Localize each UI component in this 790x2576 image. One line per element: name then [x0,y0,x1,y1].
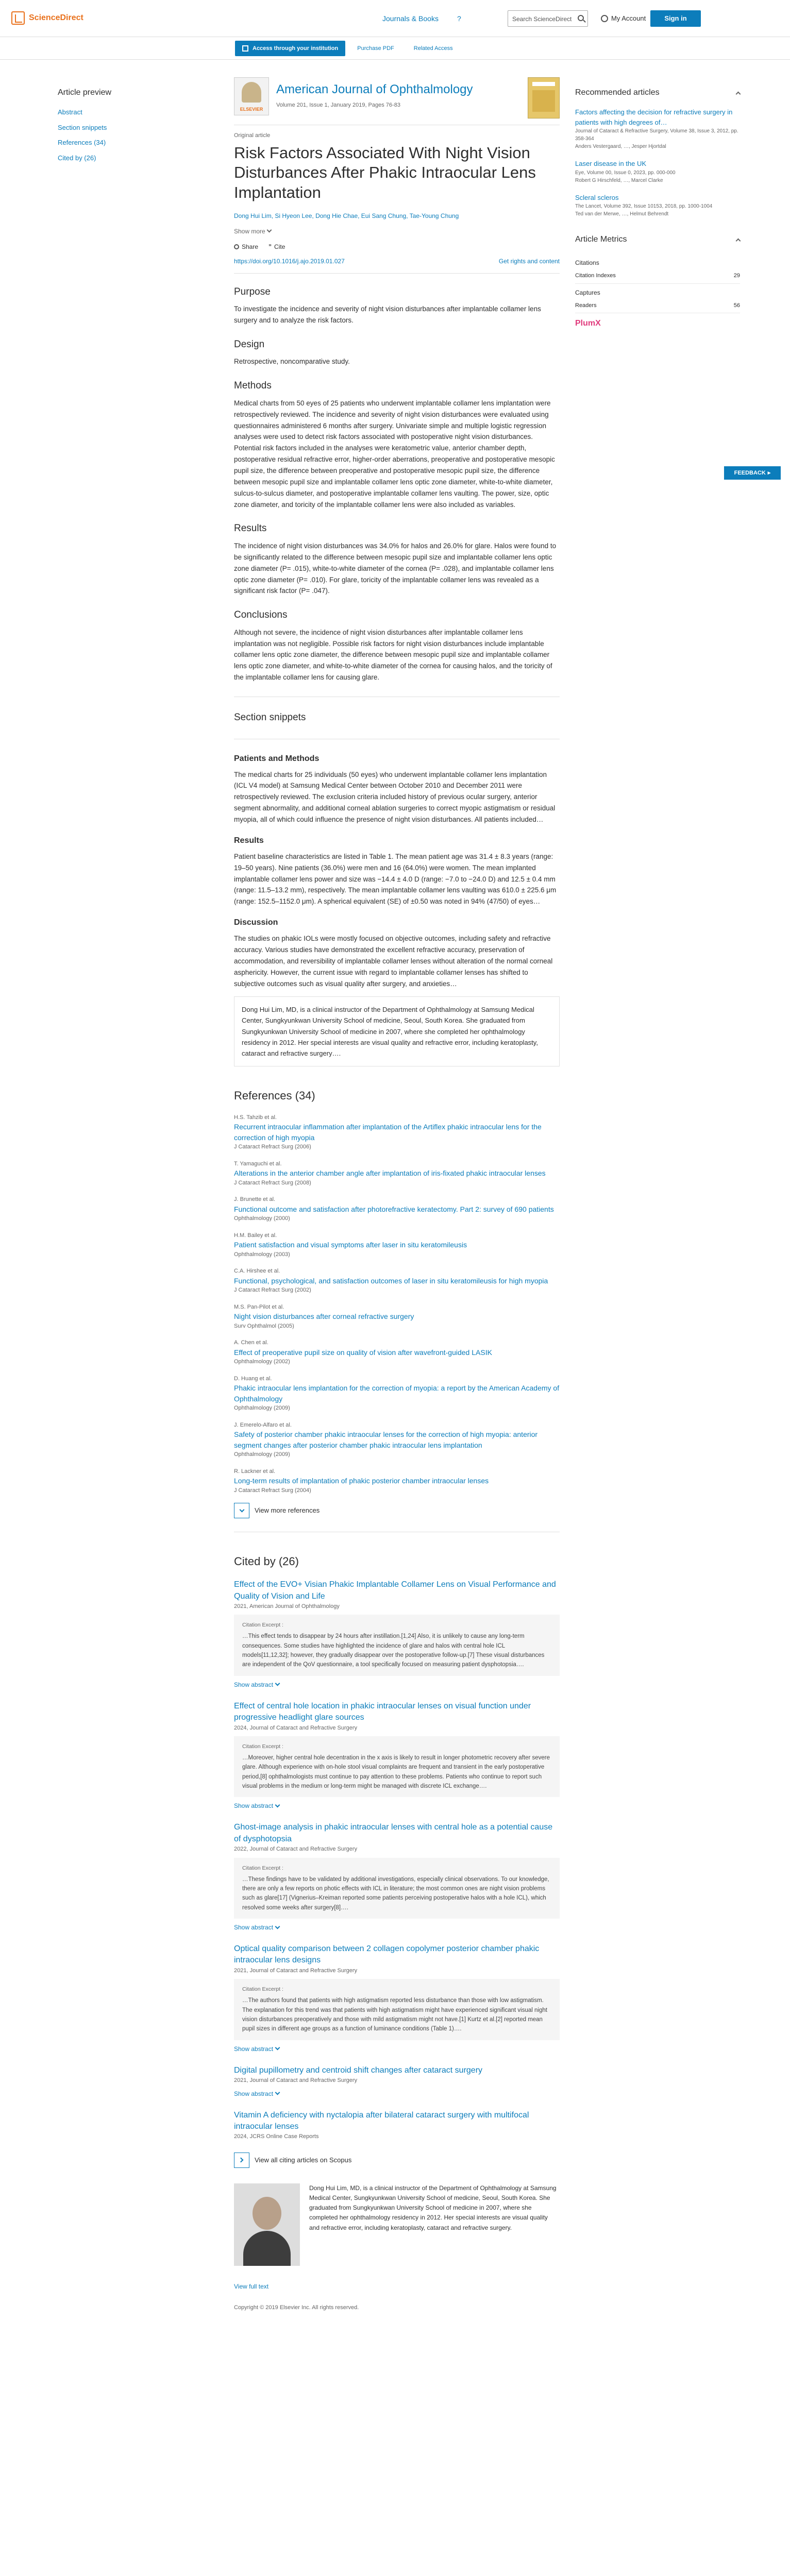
citation-excerpt [234,1979,560,2040]
recommended-header[interactable] [575,87,740,99]
purpose-text: To investigate the incidence and severity of night vision disturbances after implantable collamer lens surgery and to analyze the risk factors. [234,305,541,325]
my-account-label: My Account [611,14,646,22]
show-abstract-button[interactable] [234,2044,560,2054]
recommended-item [575,107,740,150]
expand-icon-box [234,1503,249,1518]
results-heading: Results [234,523,267,534]
show-abstract-label: Show abstract [234,1924,274,1931]
share-button[interactable] [234,242,258,251]
show-abstract-label: Show abstract [234,1681,274,1688]
recommended-authors: Ted van der Merwe, …, Helmut Behrendt [575,211,669,217]
view-all-citing-label: View all citing articles on Scopus [255,2156,352,2164]
excerpt-text: …The authors found that patients with high astigmatism reported less disturbance than those with low astigmatism. The explanation for this trend was that patients with high astigmatism might have experienced significant visual night vision disturbances preoperatively and those with mild astigmatism might not have.[1] Kurtz et al.[2] reported mean pupil sizes in different age groups as a function of luminance conditions (Table 1)…. [242,1997,547,2032]
metric-label: Citation Indexes [575,273,616,279]
reference-authors: H.S. Tahzib et al. [234,1114,277,1121]
cited-source: 2021, American Journal of Ophthalmology [234,1603,340,1609]
recommended-meta: Eye, Volume 00, Issue 0, 2023, pp. 000-000 [575,170,676,176]
chevron-down-icon [275,1802,280,1807]
cited-item [234,1579,560,1689]
reference-authors: J. Emerelo-Alfaro et al. [234,1421,292,1428]
access-institution-button[interactable] [235,41,345,56]
excerpt-label: Citation Excerpt : [242,1622,283,1629]
excerpt-label: Citation Excerpt : [242,1865,283,1871]
cited-item [234,2110,560,2141]
references-list [234,1113,560,1495]
doi-row [234,257,560,274]
design-text: Retrospective, noncomparative study. [234,358,350,366]
show-abstract-button[interactable] [234,2089,560,2098]
access-bar [0,37,790,60]
copyright-text: Copyright © 2019 Elsevier Inc. All rights reserved. [234,2304,359,2311]
cited-item [234,2065,560,2098]
search-input[interactable] [508,10,588,27]
sign-in-label: Sign in [664,14,687,23]
access-options [235,41,461,56]
cited-title[interactable]: Vitamin A deficiency with nyctalopia after bilateral cataract surgery with multifocal intraocular lenses [234,2110,529,2131]
excerpt-label: Citation Excerpt : [242,1743,283,1750]
sign-in-button[interactable] [650,10,701,27]
reference-title[interactable]: Functional, psychological, and satisfaction outcomes of laser in situ keratomileusis for high myopia [234,1276,548,1285]
snippet-results-text: Patient baseline characteristics are listed in Table 1. The mean patient age was 31.4 ± 8.3 years (range: 19–50 years). Nine patients (36.0%) were men and 16 (64.0%) were women. The mean implanted implantable collamer lens power and size was −14.4 ± 4.0 D (range: −7.0 to −24.0 D) and 12.5 ± 0.4 mm (range: 11.5–13.2 mm), respectively. The mean implantable collamer lens vaulting was 610.0 ± 225.6 μm (range: 152.5–1152.0 μm). A spherical equivalent (SE) of ±0.50 was noted in 94% (47/50) of eyes… [234,852,557,906]
purchase-pdf-button[interactable]: Purchase PDF [357,45,394,52]
reference-item [234,1375,560,1413]
excerpt-text: …These findings have to be validated by additional investigations, especially clinical observations. To our knowledge, there are only a few reports on photic effects with ICL in literature; the most common ones are night vision problems such as glare[17] (Vignerius–Kreiman reported some patients perceiving postoperative halos with a hole ICL), which resolved some weeks after surgery[8]…. [242,1876,549,1911]
view-more-references-button[interactable] [234,1503,560,1518]
references-heading: References (34) [234,1089,315,1102]
reference-item [234,1160,560,1188]
recommended-meta: Journal of Cataract & Refractive Surgery, Volume 38, Issue 3, 2012, pp. 358-364 [575,128,738,142]
cited-source: 2022, Journal of Cataract and Refractive Surgery [234,1846,358,1853]
journal-header [234,77,560,125]
access-institution-label: Access through your institution [253,45,339,52]
metric-category: Captures [575,289,600,296]
show-abstract-button[interactable] [234,1801,560,1810]
show-abstract-button[interactable] [234,1680,560,1689]
reference-title[interactable]: Patient satisfaction and visual symptoms after laser in situ keratomileusis [234,1241,467,1249]
journal-info [276,77,473,110]
user-icon [601,15,608,22]
feedback-button[interactable] [724,466,781,480]
reference-title[interactable]: Long-term results of implantation of phakic posterior chamber intraocular lenses [234,1477,489,1485]
reference-title[interactable]: Recurrent intraocular inflammation after implantation of the Artiflex phakic intraocular lens for the correction of high myopia [234,1123,542,1142]
article-outline [58,87,192,168]
outline-item-references[interactable]: References (34) [58,139,106,146]
reference-item [234,1231,560,1259]
article-type: Original article [234,132,271,139]
recommended-item [575,159,740,184]
rights-link[interactable]: Get rights and content [498,257,560,265]
journal-title-link[interactable]: American Journal of Ophthalmology [276,82,473,96]
top-nav [382,13,461,24]
search-icon[interactable] [578,15,584,21]
recommended-title-link[interactable]: Factors affecting the decision for refractive surgery in patients with high degrees of… [575,108,733,126]
reference-source: J Cataract Refract Surg (2006) [234,1144,311,1150]
patients-methods-text: The medical charts for 25 individuals (50 eyes) who underwent implantable collamer lens implantation (ICL V4 model) at Samsung Medical Center between October 2010 and December 2011 were retrospectively reviewed. The exclusion criteria included history of previous ocular surgery, anterior segment abnormality, and additional corneal ablation surgeries to correct myopic astigmatism or residual myopia, all of which could influence the presence of night vision disturbances. All patients included… [234,770,556,823]
metric-value: 56 [733,302,740,309]
reference-source: Ophthalmology (2002) [234,1359,290,1365]
journal-cover[interactable] [528,77,560,118]
show-abstract-label: Show abstract [234,1802,274,1810]
reference-source: Ophthalmology (2003) [234,1251,290,1258]
cited-title[interactable]: Digital pupillometry and centroid shift changes after cataract surgery [234,2065,483,2075]
citation-excerpt [234,1858,560,1919]
methods-text: Medical charts from 50 eyes of 25 patients who underwent implantable collamer lens implantation were retrospectively reviewed. The incidence and severity of night vision disturbances were evaluated using questionnaires administered 6 months after surgery. Univariate simple and multiple logistic regression analyses were used to detect risk factors associated with postoperative night vision disturbances. Potential risk factors included in the analyses were keratometric value, anterior chamber depth, postoperative residual refractive error, higher-order aberrations, preoperative and postoperative mesopic pupil size, the difference between preoperative and postoperative mesopic pupil size, the difference between mesopic pupil size and implantable collamer lens optic zone diameter, white-to-white diameter, sulcus-to-sulcus diameter, and postoperative implantable collamer lens vaulting. The power, size, optic zone diameter, and toricity of the implantable collamer lens were also included as variables. [234,399,555,509]
cited-title[interactable]: Ghost-image analysis in phakic intraocular lenses with central hole as a potential cause of dysphotopsia [234,1823,553,1843]
chevron-down-icon [239,1507,244,1512]
brand-name: ScienceDirect [29,13,83,22]
article-title: Risk Factors Associated With Night Vision Disturbances After Phakic Intraocular Lens Implantation [234,143,536,201]
reference-item [234,1338,560,1366]
show-abstract-button[interactable] [234,1923,560,1932]
view-all-citing-button[interactable] [234,2153,560,2168]
excerpt-text: …Moreover, higher central hole decentration in the x axis is likely to result in longer photometric recovery after severe glare. Although experience with on-hole stool visual complaints are frequent and transient in the early postoperative period,[8] ophthalmologists must continue to pay attention to these problems. Patients who continue to report such visual problems in the medium or long-term might be managed with discrete ICL exchange…. [242,1754,550,1790]
recommended-title-link[interactable]: Laser disease in the UK [575,160,647,167]
methods-heading: Methods [234,380,272,392]
chevron-down-icon [275,2045,280,2050]
cited-item [234,1701,560,1811]
conclusions-text: Although not severe, the incidence of night vision disturbances after implantable collamer lens implantation was not negligible. Possible risk factors for night vision disturbances include implantable collamer lens optic zone diameter, the difference between mesopic pupil size and implantable collamer lens optic zone diameter, and white-to-white diameter of the cornea for causing halos, and the toricity of the implantable collamer lens for causing glare. [234,628,552,682]
cited-source: 2024, JCRS Online Case Reports [234,2133,319,2140]
nav-help[interactable]: ? [457,14,461,23]
cited-item [234,1943,560,2054]
related-access-button[interactable]: Related Access [413,45,453,52]
reference-title[interactable]: Safety of posterior chamber phakic intraocular lenses for the correction of high myopia: anterior segment changes after posterior chamber phakic intraocular lens implantation [234,1430,538,1449]
article-actions [234,242,560,251]
cited-source: 2024, Journal of Cataract and Refractive Surgery [234,1724,358,1731]
metrics-table [575,254,740,330]
article-main [234,77,560,2312]
sciencedirect-logo[interactable] [11,11,83,25]
metric-row [575,268,740,284]
author-bio-snippet: Dong Hui Lim, MD, is a clinical instructor of the Department of Ophthalmology at Samsung Medical Center, Sungkyunkwan University School of medicine, Seoul, South Korea. She graduated from Sungkyunkwan University School of medicine in 2007, where she completed her ophthalmology residency in 2012. Her special interests are visual quality and refractive error, including keratoplasty, cataract and refractive surgery…. [234,996,560,1066]
author-list[interactable]: Dong Hui Lim, Si Hyeon Lee, Dong Hie Chae, Eui Sang Chung, Tae-Young Chung [234,212,459,219]
chevron-down-icon [275,1924,280,1929]
speech-bubble-icon: ▸ [767,469,771,476]
citation-excerpt [234,1736,560,1797]
cited-title[interactable]: Effect of the EVO+ Visian Phakic Implantable Collamer Lens on Visual Performance and Quality of Vision and Life [234,1580,556,1601]
excerpt-text: …This effect tends to disappear by 24 hours after instillation.[1,24] Also, it is unlikely to cause any long-term consequences. Some studies have highlighted the incidence of glare and halos with central hole ICL models[11,12,32]; however, they gradually disappear over the postoperative follow-up.[7] These visual disturbances are independent of the QoV questionnaire, a tool specifically focused on measuring patient dysphotopsia…. [242,1633,545,1668]
cite-label: Cite [274,243,285,250]
chevron-up-icon [736,238,741,243]
metric-value: 29 [733,273,740,279]
reference-item [234,1303,560,1331]
outline-item-abstract[interactable]: Abstract [58,108,82,116]
outline-item-snippets[interactable]: Section snippets [58,123,107,131]
reference-item [234,1421,560,1459]
cited-item [234,1822,560,1932]
discussion-heading: Discussion [234,918,278,927]
design-heading: Design [234,338,265,350]
show-abstract-label: Show abstract [234,2045,274,2053]
recommended-authors: Anders Vestergaard, …, Jesper Hjortdal [575,144,666,149]
author-bio [234,2183,560,2266]
search-placeholder: Search ScienceDirect [512,15,572,23]
purpose-heading: Purpose [234,286,271,297]
reference-authors: H.M. Bailey et al. [234,1232,277,1239]
reference-authors: M.S. Pan-Pilot et al. [234,1303,284,1310]
reference-source: Ophthalmology (2000) [234,1215,290,1222]
outline-item-cited-by[interactable]: Cited by (26) [58,154,96,162]
reference-authors: C.A. Hirshee et al. [234,1268,280,1275]
chevron-down-icon [266,228,272,233]
chevron-right-icon [239,2158,244,2163]
plumx-logo[interactable]: PlumX [575,319,601,328]
chevron-down-icon [275,1681,280,1686]
metric-category: Citations [575,259,599,266]
reference-item [234,1195,560,1223]
view-full-text-link[interactable]: View full text [234,2282,269,2290]
publisher-label: ELSEVIER [240,106,263,112]
top-bar [0,0,790,37]
reference-authors: T. Yamaguchi et al. [234,1160,282,1167]
reference-source: J Cataract Refract Surg (2004) [234,1487,311,1494]
excerpt-label: Citation Excerpt : [242,1986,283,1993]
reference-title[interactable]: Functional outcome and satisfaction after photorefractive keratectomy. Part 2: survey of 690 patients [234,1205,554,1213]
recommended-title-link[interactable]: Scleral scleros [575,193,619,201]
doi-link[interactable]: https://doi.org/10.1016/j.ajo.2019.01.027 [234,257,345,265]
reference-title[interactable]: Effect of preoperative pupil size on quality of vision after wavefront-guided LASIK [234,1348,492,1357]
reference-source: Ophthalmology (2009) [234,1405,290,1412]
journal-meta: Volume 201, Issue 1, January 2019, Pages 76-83 [276,102,400,108]
reference-title[interactable]: Phakic intraocular lens implantation for the correction of myopia: a report by the American Academy of Ophthalmology [234,1384,560,1403]
citation-excerpt [234,1615,560,1675]
cited-source: 2021, Journal of Cataract and Refractive Surgery [234,2077,358,2084]
results-text: The incidence of night vision disturbances was 34.0% for halos and 26.0% for glare. Halos were found to be significantly related to the difference between mesopic pupil size and implantable collamer lens optic zone diameter (P= .015), white-to-white diameter of the cornea (P= .028), and implantable collamer lens optic zone diameter (P= .010). For glare, toricity of the implantable collamer lens was revealed as a significant risk factor (P= .047). [234,541,557,595]
right-sidebar [575,87,740,330]
outline-title: Article preview [58,88,112,97]
reference-source: Ophthalmology (2009) [234,1451,290,1458]
recommended-meta: The Lancet, Volume 392, Issue 10153, 2018, pp. 1000-1004 [575,204,713,209]
show-abstract-label: Show abstract [234,2090,274,2097]
reference-authors: D. Huang et al. [234,1375,272,1382]
nav-journals-books[interactable]: Journals & Books [382,14,439,23]
arrow-right-icon-box [234,2153,249,2168]
reference-source: J Cataract Refract Surg (2002) [234,1287,311,1294]
elsevier-logo-icon [11,11,25,25]
reference-authors: J. Brunette et al. [234,1196,276,1203]
snippets-heading: Section snippets [234,712,306,723]
cited-source: 2021, Journal of Cataract and Refractive Surgery [234,1967,358,1974]
show-more-button[interactable] [234,227,560,236]
metric-label: Readers [575,302,597,309]
snippet-results-heading: Results [234,836,264,845]
share-label: Share [242,243,259,250]
recommended-authors: Robert G Hirschfeld, …, Marcel Clarke [575,177,663,183]
recommended-item [575,193,740,218]
feedback-label: FEEDBACK [734,469,766,476]
cite-button[interactable] [268,242,285,251]
reference-source: Surv Ophthalmol (2005) [234,1323,294,1329]
author-bio-text: Dong Hui Lim, MD, is a clinical instructor of the Department of Ophthalmology at Samsung Medical Center, Sungkyunkwan University School of medicine, Seoul, South Korea. She graduated from Sungkyunkwan University School of medicine in 2007, where she completed her ophthalmology residency in 2012. Her special interests are visual quality and refractive error, including keratoplasty, cataract and refractive surgery. [309,2184,557,2231]
elsevier-tree-logo [234,77,269,115]
cited-title[interactable]: Optical quality comparison between 2 collagen copolymer posterior chamber phakic intraocular lens designs [234,1944,540,1965]
cited-title[interactable]: Effect of central hole location in phakic intraocular lenses on visual function under progressive headlight glare sources [234,1701,531,1722]
my-account-link[interactable] [601,13,646,24]
view-more-references-label: View more references [255,1506,320,1515]
reference-authors: A. Chen et al. [234,1340,268,1346]
metric-row [575,298,740,314]
patients-methods-heading: Patients and Methods [234,754,320,763]
chevron-up-icon [736,91,741,96]
institution-icon [242,45,248,52]
conclusions-heading: Conclusions [234,609,288,621]
reference-item [234,1467,560,1495]
author-photo [234,2183,300,2266]
show-more-label: Show more [234,227,265,235]
recommended-title: Recommended articles [575,88,660,97]
discussion-text: The studies on phakic IOLs were mostly focused on objective outcomes, including safety and refractive accuracy. Various studies have demonstrated the excellent refractive accuracy, preservation of accommodation, and reversibility of implantable collamer lenses without alteration of the normal corneal asphericity. However, the current issue with regard to implantable collamer lenses has shifted to subjective outcomes such as visual quality after surgery, and anxieties… [234,935,553,988]
reference-source: J Cataract Refract Surg (2008) [234,1179,311,1186]
cited-by-heading: Cited by (26) [234,1555,299,1568]
metrics-title: Article Metrics [575,235,627,244]
quote-icon: ” [268,243,272,250]
reference-item [234,1113,560,1151]
reference-title[interactable]: Night vision disturbances after corneal refractive surgery [234,1312,414,1321]
reference-authors: R. Lackner et al. [234,1468,276,1475]
reference-item [234,1267,560,1295]
reference-title[interactable]: Alterations in the anterior chamber angle after implantation of iris-fixated phakic intraocular lenses [234,1169,546,1178]
share-icon [234,244,239,249]
metrics-header[interactable] [575,233,740,246]
chevron-down-icon [275,2090,280,2095]
